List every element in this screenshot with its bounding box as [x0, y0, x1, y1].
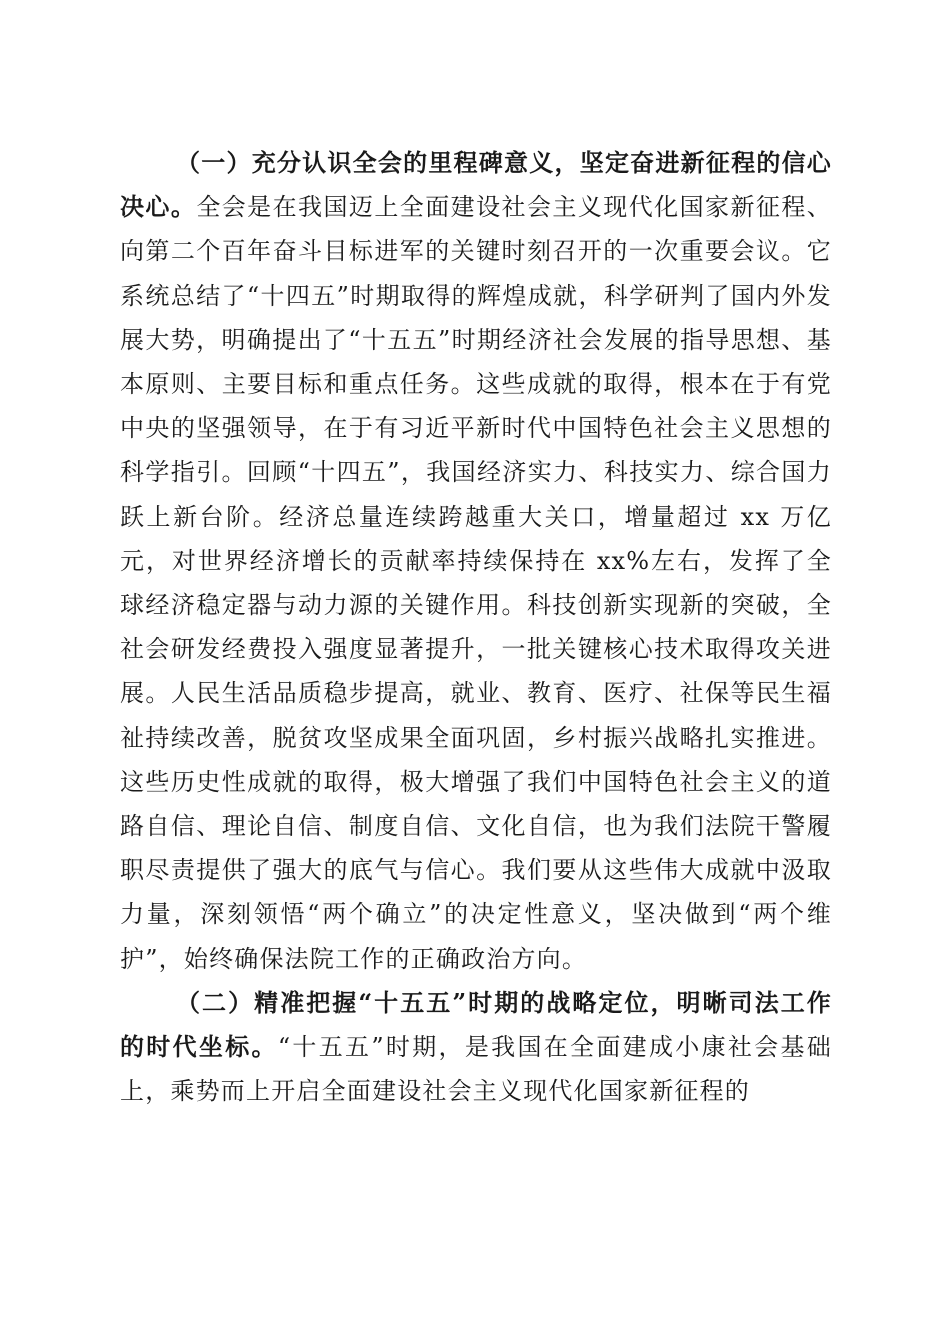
paragraph-2-heading: （二）精准把握“十五五”时期的战略定位，明晰司法工作的时代坐标。: [120, 987, 832, 1062]
document-page: [120, 141, 832, 1113]
paragraph-2: [120, 981, 832, 1114]
paragraph-1: [120, 141, 832, 981]
paragraph-1-body: 全会是在我国迈上全面建设社会主义现代化国家新征程、向第二个百年奋斗目标进军的关键时刻召开的一次重要会议。它系统总结了“十四五”时期取得的辉煌成就，科学研判了国内外发展大势，明确提出了“十五五”时期经济社会发展的指导思想、基本原则、主要目标和重点任务。这些成就的取得，根本在于有党中央的坚强领导，在于有习近平新时代中国特色社会主义思想的科学指引。回顾“十四五”，我国经济实力、科技实力、综合国力跃上新台阶。经济总量连续跨越重大关口，增量超过 xx 万亿元，对世界经济增长的贡献率持续保持在 xx%左右，发挥了全球经济稳定器与动力源的关键作用。科技创新实现新的突破，全社会研发经费投入强度显著提升，一批关键核心技术取得攻关进展。人民生活品质稳步提高，就业、教育、医疗、社保等民生福祉持续改善，脱贫攻坚成果全面巩固，乡村振兴战略扎实推进。这些历史性成就的取得，极大增强了我们中国特色社会主义的道路自信、理论自信、制度自信、文化自信，也为我们法院干警履职尽责提供了强大的底气与信心。我们要从这些伟大成就中汲取力量，深刻领悟“两个确立”的决定性意义，坚决做到“两个维护”，始终确保法院工作的正确政治方向。: [120, 193, 832, 973]
paragraph-1-heading: （一）充分认识全会的里程碑意义，坚定奋进新征程的信心决心。: [120, 148, 832, 222]
paragraph-2-body: “十五五”时期，是我国在全面建成小康社会基础上，乘势而上开启全面建设社会主义现代化国家新征程的: [120, 1033, 833, 1106]
